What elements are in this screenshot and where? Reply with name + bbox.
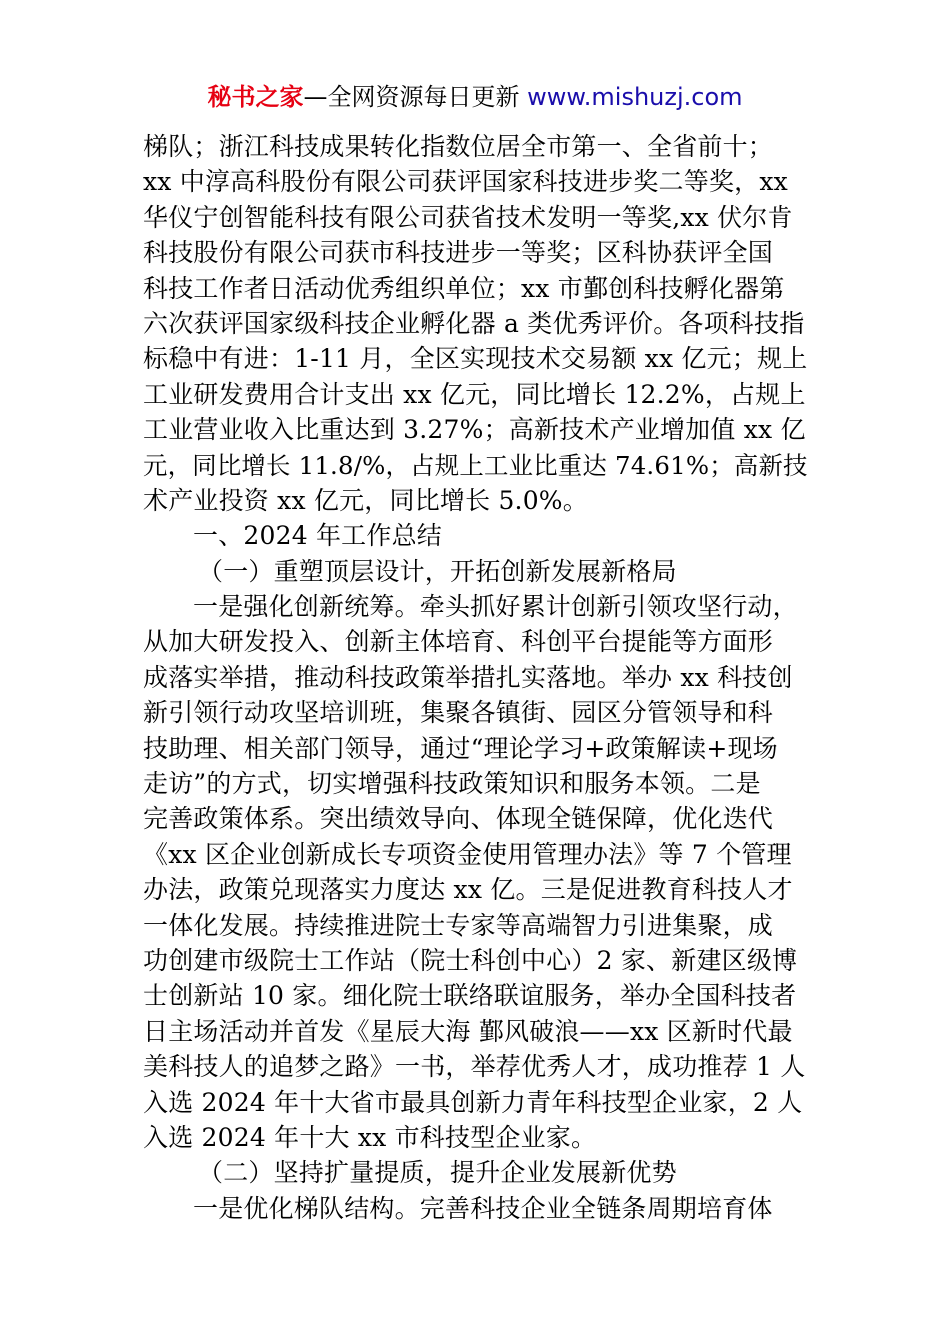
subsection-heading: （一）重塑顶层设计，开拓创新发展新格局: [198, 556, 677, 586]
text-line: 元，同比增长 11.8/%，占规上工业比重达 74.61%；高新技: [143, 450, 808, 480]
text-line: 日主场活动并首发《星辰大海 鄞风破浪——xx 区新时代最: [143, 1016, 793, 1046]
paragraph-start-line: 一是优化梯队结构。完善科技企业全链条周期培育体: [193, 1193, 773, 1223]
site-url-link[interactable]: www.mishuzj.com: [527, 83, 743, 111]
text-line: xx 中淳高科股份有限公司获评国家科技进步奖二等奖，xx: [143, 167, 788, 197]
text-line: 科技工作者日活动优秀组织单位；xx 市鄞创科技孵化器第: [143, 273, 785, 303]
text-line: 成落实举措，推动科技政策举措扎实落地。举办 xx 科技创: [143, 662, 793, 692]
text-line: 术产业投资 xx 亿元，同比增长 5.0%。: [143, 485, 588, 515]
text-line: 入选 2024 年十大 xx 市科技型企业家。: [143, 1122, 597, 1152]
section-heading: 一、2024 年工作总结: [193, 521, 442, 551]
text-line: 技助理、相关部门领导，通过“理论学习+政策解读+现场: [143, 733, 778, 763]
text-line: 工业研发费用合计支出 xx 亿元，同比增长 12.2%，占规上: [143, 379, 806, 409]
text-line: 工业营业收入比重达到 3.27%；高新技术产业增加值 xx 亿: [143, 415, 806, 445]
text-line: 美科技人的追梦之路》一书，举荐优秀人才，成功推荐 1 人: [143, 1052, 806, 1082]
text-line: 走访”的方式，切实增强科技政策知识和服务本领。二是: [143, 769, 761, 799]
site-header: [0, 80, 950, 114]
paragraph-start-line: 一是强化创新统筹。牵头抓好累计创新引领攻坚行动，: [193, 592, 798, 622]
document-body: [143, 129, 811, 1226]
text-line: 新引领行动攻坚培训班，集聚各镇街、园区分管领导和科: [143, 698, 774, 728]
text-line: 六次获评国家级科技企业孵化器 a 类优秀评价。各项科技指: [143, 308, 805, 338]
text-line: 华仪宁创智能科技有限公司获省技术发明一等奖,xx 伏尔肯: [143, 202, 793, 232]
text-line: 一体化发展。持续推进院士专家等高端智力引进集聚，成: [143, 910, 774, 940]
text-line: 标稳中有进：1-11 月，全区实现技术交易额 xx 亿元；规上: [143, 344, 808, 374]
text-line: 科技股份有限公司获市科技进步一等奖；区科协获评全国: [143, 238, 774, 268]
subsection-heading: （二）坚持扩量提质，提升企业发展新优势: [198, 1158, 677, 1188]
text-line: 功创建市级院士工作站（院士科创中心）2 家、新建区级博: [143, 945, 798, 975]
text-line: 入选 2024 年十大省市最具创新力青年科技型企业家，2 人: [143, 1087, 803, 1117]
text-line: 梯队；浙江科技成果转化指数位居全市第一、全省前十；: [143, 132, 774, 161]
text-line: 完善政策体系。突出绩效导向、体现全链保障，优化迭代: [143, 804, 774, 834]
text-line: 从加大研发投入、创新主体培育、科创平台提能等方面形: [143, 627, 774, 657]
brand-name: 秘书之家: [207, 83, 304, 111]
header-tagline: —全网资源每日更新: [303, 83, 528, 111]
text-line: 士创新站 10 家。细化院士联络联谊服务，举办全国科技者: [143, 981, 797, 1011]
text-line: 办法，政策兑现落实力度达 xx 亿。三是促进教育科技人才: [143, 875, 793, 905]
text-line: 《xx 区企业创新成长专项资金使用管理办法》等 7 个管理: [143, 839, 792, 869]
